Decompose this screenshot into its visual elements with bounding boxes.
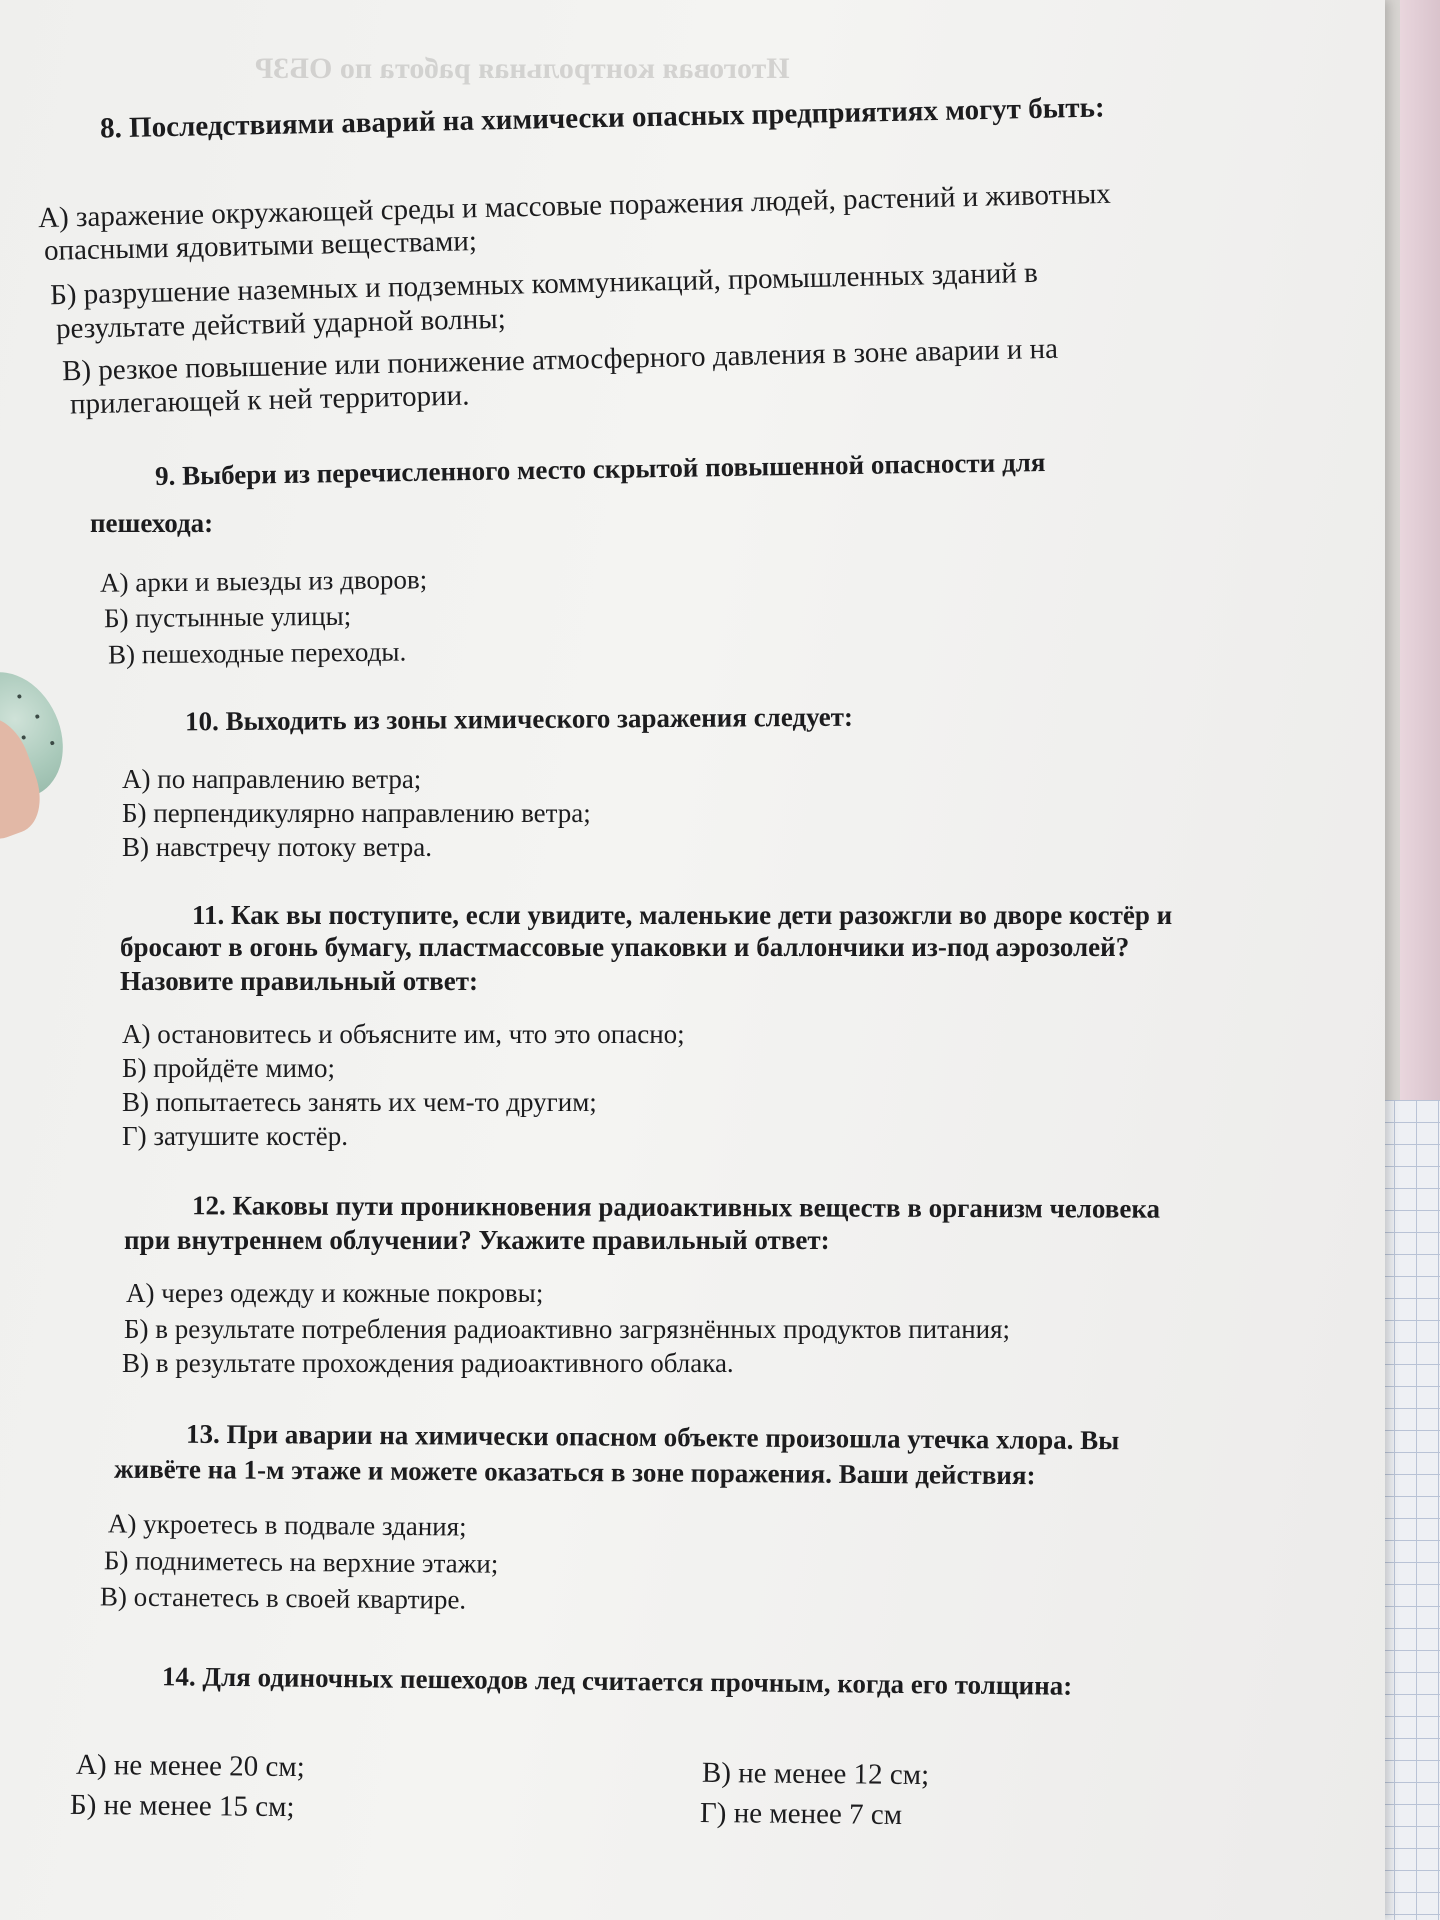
question-13-option-c: В) останетесь в своей квартире. — [99, 1581, 467, 1615]
question-13-title-cont: живёте на 1-м этаже и можете оказаться в зоне поражения. Ваши действия: — [113, 1453, 1036, 1491]
question-11-option-d: Г) затушите костёр. — [122, 1121, 348, 1151]
question-11-title-cont-2: Назовите правильный ответ: — [120, 966, 478, 996]
question-12-option-a: А) через одежду и кожные покровы; — [126, 1278, 544, 1308]
question-11-title: 11. Как вы поступите, если увидите, маленькие дети разожгли во дворе костёр и — [192, 900, 1173, 930]
thumb-holding-page — [0, 657, 79, 813]
question-12-title-cont: при внутреннем облучении? Укажите правильный ответ: — [124, 1225, 830, 1255]
question-10-option-a: А) по направлению ветра; — [122, 764, 422, 794]
question-13-option-a: А) укроетесь в подвале здания; — [107, 1508, 467, 1542]
question-8-option-a-cont: опасными ядовитыми веществами; — [43, 225, 478, 267]
reverse-side-bleed-title: Итоговая контрольная работа по ОБЗР — [255, 52, 790, 85]
question-14-option-d: Г) не менее 7 см — [699, 1796, 903, 1832]
question-9-title: 9. Выбери из перечисленного место скрытой повышенной опасности для — [154, 447, 1046, 491]
question-12-option-c: В) в результате прохождения радиоактивного облака. — [122, 1348, 734, 1378]
question-8-option-c-cont: прилегающей к ней территории. — [69, 379, 470, 421]
question-13-title: 13. При аварии на химически опасном объекте произошла утечка хлора. Вы — [185, 1418, 1120, 1456]
question-14-option-a: А) не менее 20 см; — [75, 1748, 305, 1784]
question-9-option-c: В) пешеходные переходы. — [107, 636, 407, 670]
question-9-option-a: А) арки и выезды из дворов; — [99, 564, 428, 598]
question-11-option-a: А) остановитесь и объясните им, что это опасно; — [122, 1019, 685, 1049]
question-14-option-b: Б) не менее 15 см; — [69, 1788, 295, 1824]
question-12-title: 12. Каковы пути проникновения радиоактивных веществ в организм человека — [191, 1190, 1161, 1224]
question-11-option-b: Б) пройдёте мимо; — [122, 1053, 336, 1083]
question-10-option-c: В) навстречу потоку ветра. — [122, 832, 432, 862]
question-8-option-a: А) заражение окружающей среды и массовые поражения людей, растений и животных — [37, 177, 1112, 235]
question-8-option-c: В) резкое повышение или понижение атмосферного давления в зоне аварии и на — [61, 332, 1059, 388]
question-10-option-b: Б) перпендикулярно направлению ветра; — [122, 798, 591, 828]
question-8-title: 8. Последствиями аварий на химически опасных предприятиях могут быть: — [99, 91, 1105, 145]
question-14-option-c: В) не менее 12 см; — [701, 1756, 930, 1792]
question-13-option-b: Б) подниметесь на верхние этажи; — [103, 1545, 499, 1579]
question-12-option-b: Б) в результате потребления радиоактивно загрязнённых продуктов питания; — [124, 1314, 1011, 1344]
question-8-option-b-cont: результате действий ударной волны; — [55, 302, 507, 346]
question-10-title: 10. Выходить из зоны химического заражения следует: — [184, 701, 854, 737]
question-11-title-cont: бросают в огонь бумагу, пластмассовые упаковки и баллончики из-под аэрозолей? — [120, 932, 1130, 962]
question-9-option-b: Б) пустынные улицы; — [103, 600, 352, 634]
question-14-title: 14. Для одиночных пешеходов лед считается прочным, когда его толщина: — [161, 1661, 1073, 1701]
question-11-option-c: В) попытаетесь занять их чем-то другим; — [122, 1087, 597, 1117]
question-9-title-cont: пешехода: — [90, 508, 214, 538]
question-8-option-b: Б) разрушение наземных и подземных коммуникаций, промышленных зданий в — [49, 256, 1039, 312]
